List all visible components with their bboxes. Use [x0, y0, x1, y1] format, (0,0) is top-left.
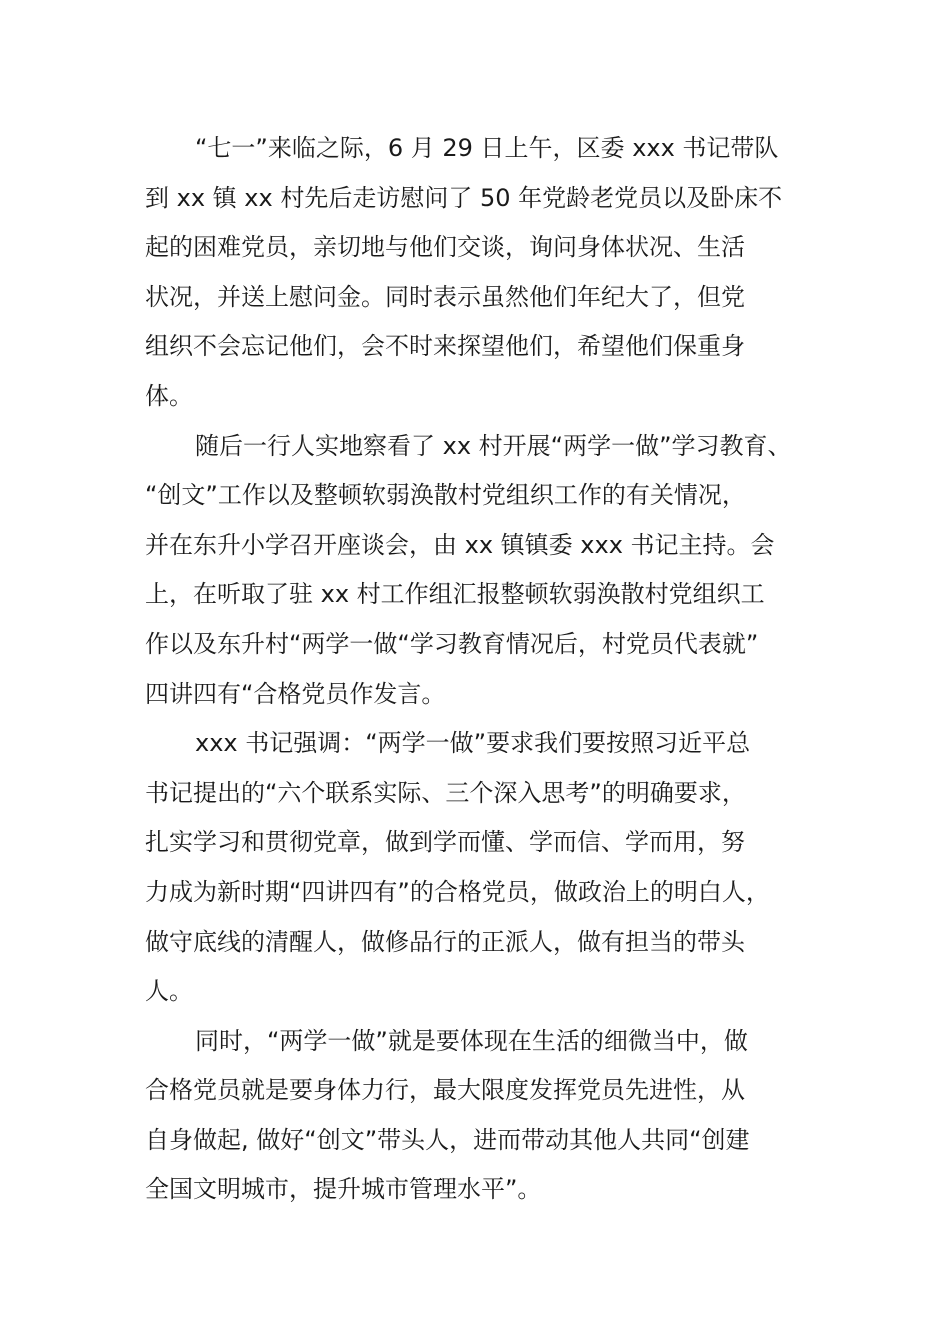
- text-line: 上，在听取了驻 xx 村工作组汇报整顿软弱涣散村党组织工: [145, 580, 765, 609]
- text-line: 自身做起, 做好“创文”带头人，进而带动其他人共同“创建: [145, 1125, 750, 1154]
- text-line: 力成为新时期“四讲四有”的合格党员，做政治上的明白人，: [145, 877, 770, 906]
- text-line: 体。: [145, 381, 193, 410]
- text-line: 作以及东升村“两学一做“学习教育情况后，村党员代表就”: [145, 629, 759, 658]
- text-line: 四讲四有“合格党员作发言。: [145, 679, 446, 708]
- text-line: 起的困难党员，亲切地与他们交谈，询问身体状况、生活: [145, 233, 745, 262]
- text-line: 合格党员就是要身体力行，最大限度发挥党员先进性，从: [145, 1076, 745, 1105]
- text-line: 组织不会忘记他们，会不时来探望他们，希望他们保重身: [145, 332, 745, 361]
- text-line: “七一”来临之际，6 月 29 日上午，区委 xxx 书记带队: [195, 134, 779, 162]
- text-line: 全国文明城市，提升城市管理水平”。: [145, 1175, 542, 1204]
- text-line: “创文”工作以及整顿软弱涣散村党组织工作的有关情况，: [145, 481, 746, 510]
- text-line: xxx 书记强调：“两学一做”要求我们要按照习近平总: [195, 729, 751, 758]
- paragraph-emphasis: [145, 719, 810, 1017]
- text-line: 到 xx 镇 xx 村先后走访慰问了 50 年党龄老党员以及卧床不: [145, 183, 783, 212]
- text-line: 做守底线的清醒人，做修品行的正派人，做有担当的带头: [145, 927, 745, 956]
- text-line: 人。: [145, 977, 193, 1006]
- text-line: 并在东升小学召开座谈会，由 xx 镇镇委 xxx 书记主持。会: [145, 530, 775, 559]
- text-line: 扎实学习和贯彻党章，做到学而懂、学而信、学而用，努: [145, 828, 745, 857]
- text-line: 书记提出的“六个联系实际、三个深入思考”的明确要求，: [145, 778, 746, 807]
- paragraph-inspection: [145, 422, 810, 720]
- paragraph-visit: [145, 124, 810, 422]
- text-line: 状况，并送上慰问金。同时表示虽然他们年纪大了，但党: [145, 282, 745, 311]
- paragraph-conclusion: [145, 1017, 810, 1215]
- text-line: 同时，“两学一做”就是要体现在生活的细微当中，做: [195, 1026, 748, 1055]
- text-line: 随后一行人实地察看了 xx 村开展“两学一做”学习教育、: [195, 431, 792, 460]
- document-body: [145, 124, 810, 1215]
